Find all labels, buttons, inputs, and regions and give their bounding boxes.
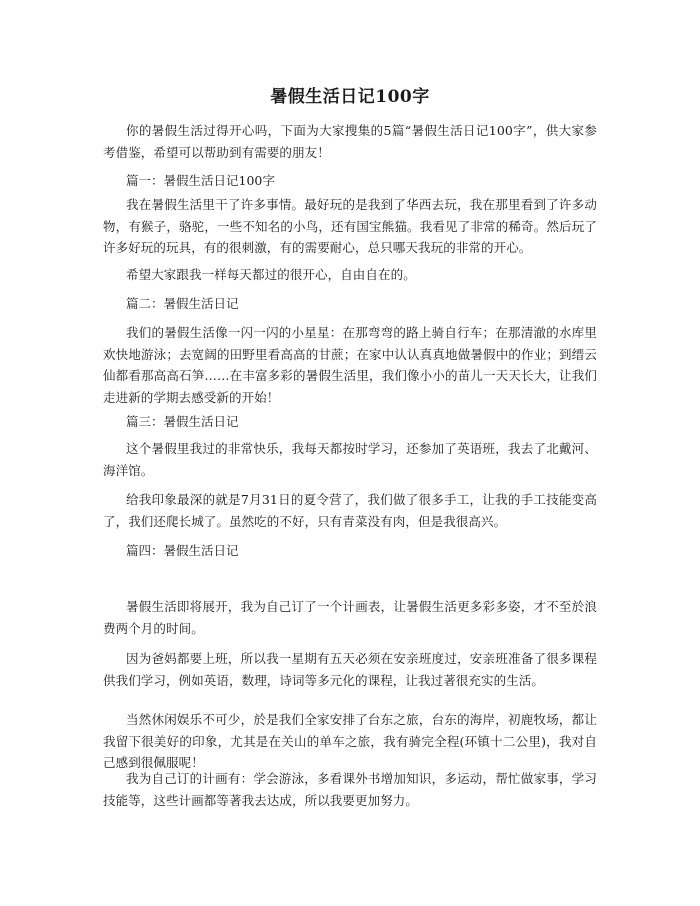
section-3-paragraph-2: 给我印象最深的就是7月31日的夏令营了，我们做了很多手工，让我的手工技能变高了，我们还爬长城了。虽然吃的不好，只有青菜没有肉，但是我很高兴。 — [103, 492, 597, 529]
section-4-paragraph-3: 当然休闲娱乐不可少，於是我们全家安排了台东之旅，台东的海岸，初鹿牧场，都让我留下很美好的印象，尤其是在关山的单车之旅，我有骑完全程(环镇十二公里)，我对自己感到很佩服呢！ — [103, 712, 597, 770]
section-4-paragraph-1: 暑假生活即将展开，我为自己订了一个计画表，让暑假生活更多彩多姿，才不至於浪费两个月的时间。 — [103, 599, 597, 636]
section-3-paragraph-1: 这个暑假里我过的非常快乐，我每天都按时学习，还参加了英语班，我去了北戴河、海洋馆。 — [103, 441, 597, 478]
section-heading-1: 篇一：暑假生活日记100字 — [126, 173, 275, 188]
section-2-paragraph-1: 我们的暑假生活像一闪一闪的小星星：在那弯弯的路上骑自行车；在那清澈的水库里欢快地游泳；去宽阔的田野里看高高的甘蔗；在家中认认真真地做暑假中的作业；到缙云仙都看那高高石笋……在丰富多彩的暑假生活里，我们像小小的苗儿一天天长大，让我们走进新的学期去感受新的开始！ — [103, 325, 597, 405]
section-1-paragraph-1: 我在暑假生活里干了许多事情。最好玩的是我到了华西去玩，我在那里看到了许多动物，有猴子，骆驼，一些不知名的小鸟，还有国宝熊猫。我看见了非常的稀奇。然后玩了许多好玩的玩具，有的很刺激，有的需要耐心，总只哪天我玩的非常的开心。 — [103, 197, 597, 255]
section-heading-3: 篇三：暑假生活日记 — [126, 414, 239, 429]
section-heading-2: 篇二：暑假生活日记 — [126, 296, 239, 311]
intro-paragraph: 你的暑假生活过得开心吗，下面为大家搜集的5篇“暑假生活日记100字”，供大家参考借鉴，希望可以帮助到有需要的朋友！ — [103, 123, 597, 160]
page-title: 暑假生活日记100字 — [270, 87, 430, 107]
section-1-paragraph-2: 希望大家跟我一样每天都过的很开心，自由自在的。 — [126, 267, 416, 282]
section-4-paragraph-2: 因为爸妈都要上班，所以我一星期有五天必须在安亲班度过，安亲班准备了很多课程供我们学习，例如英语，数理，诗词等多元化的课程，让我过著很充实的生活。 — [103, 651, 597, 688]
section-heading-4: 篇四：暑假生活日记 — [126, 543, 239, 558]
section-4-paragraph-4: 我为自己订的计画有：学会游泳，多看课外书增加知识，多运动，帮忙做家事，学习技能等，这些计画都等著我去达成，所以我要更加努力。 — [103, 771, 597, 808]
